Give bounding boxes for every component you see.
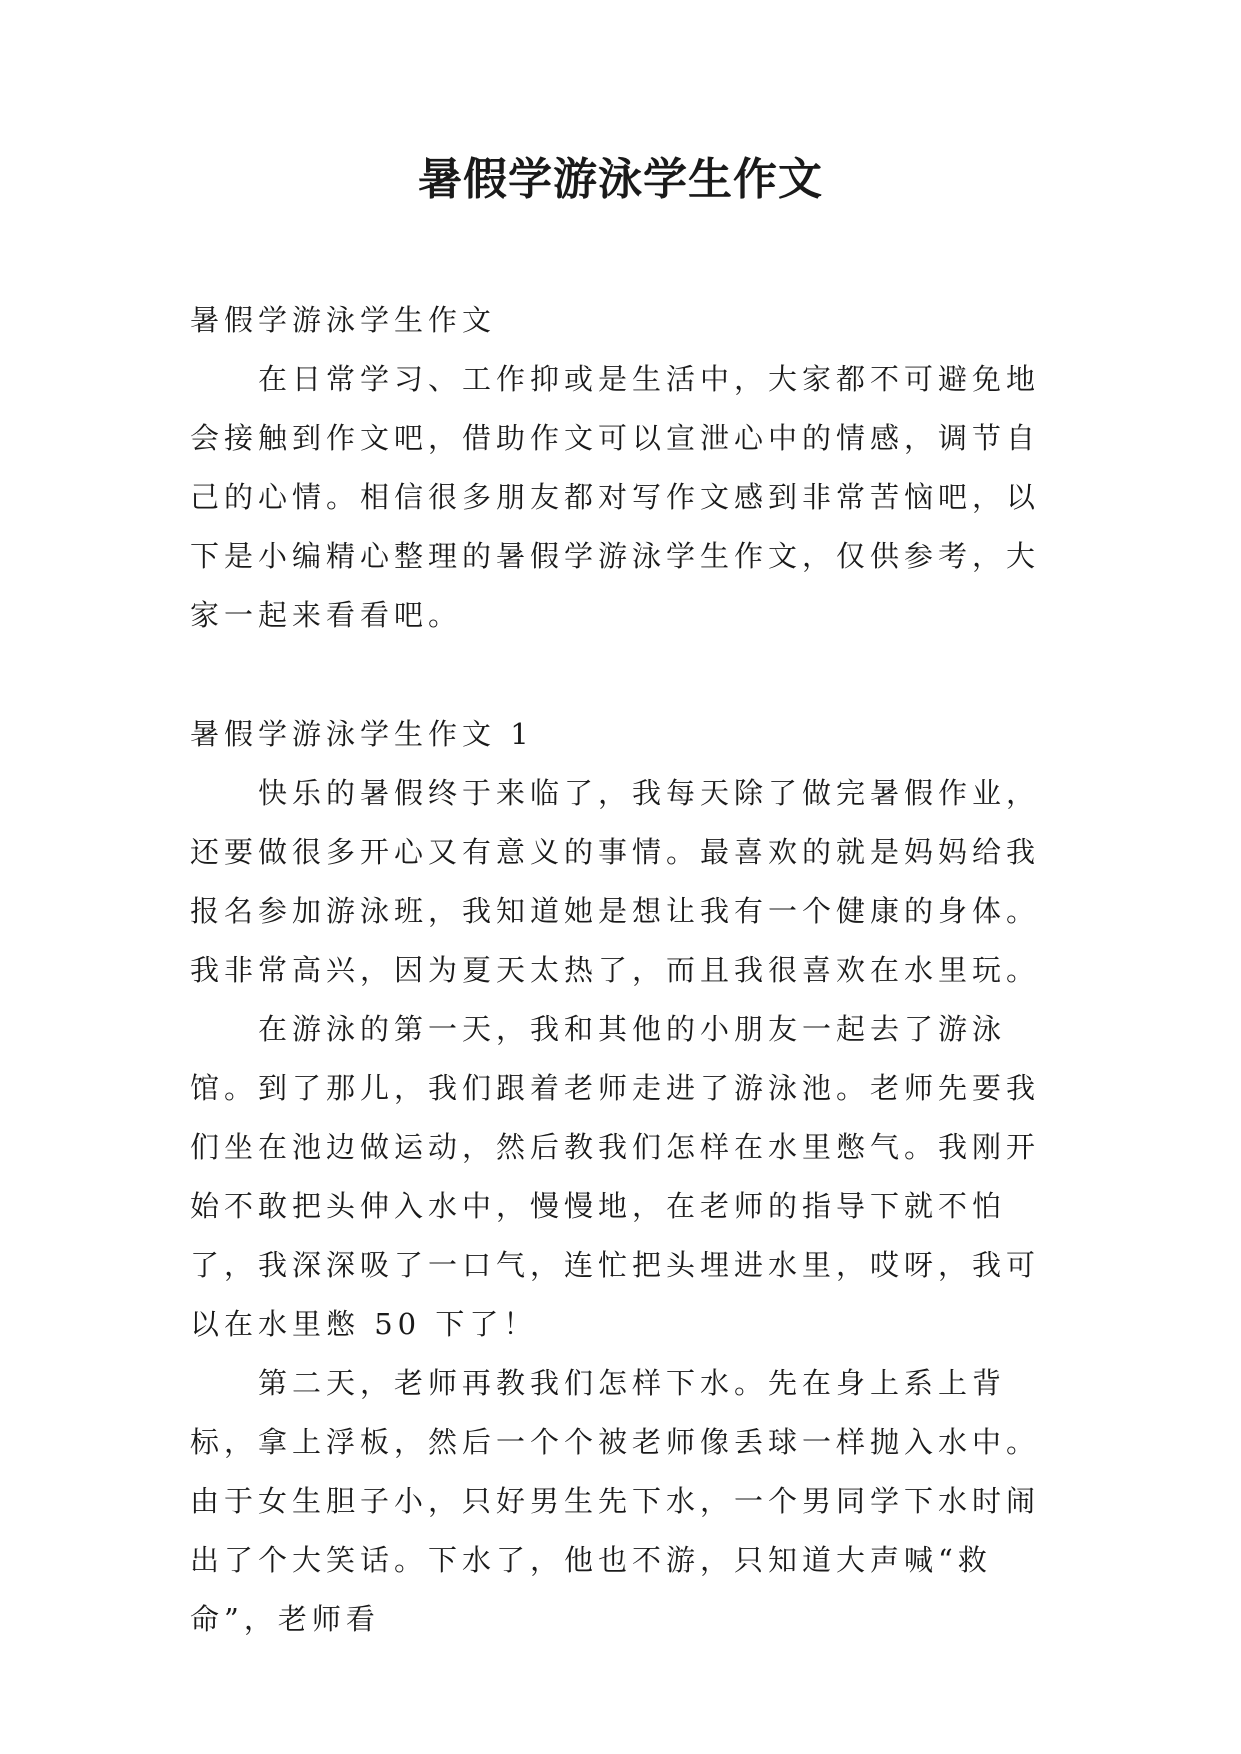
essay-paragraph-3: 第二天，老师再教我们怎样下水。先在身上系上背标，拿上浮板，然后一个个被老师像丢球一样抛入水中。由于女生胆子小，只好男生先下水，一个男同学下水时闹出了个大笑话。下水了，他也不游，只知道大声喊“救命”，老师看 <box>190 1366 1041 1636</box>
essay-paragraph-1: 快乐的暑假终于来临了，我每天除了做完暑假作业，还要做很多开心又有意义的事情。最喜欢的就是妈妈给我报名参加游泳班，我知道她是想让我有一个健康的身体。我非常高兴，因为夏天太热了，而且我很喜欢在水里玩。 <box>190 776 1041 987</box>
essay-paragraph-2: 在游泳的第一天，我和其他的小朋友一起去了游泳馆。到了那儿，我们跟着老师走进了游泳池。老师先要我们坐在池边做运动，然后教我们怎样在水里憋气。我刚开始不敢把头伸入水中，慢慢地，在老师的指导下就不怕了，我深深吸了一口气，连忙把头埋进水里，哎呀，我可以在水里憋 50 下了！ <box>190 1012 1041 1341</box>
document-subtitle: 暑假学游泳学生作文 <box>190 303 497 337</box>
intro-paragraph: 在日常学习、工作抑或是生活中，大家都不可避免地会接触到作文吧，借助作文可以宣泄心中的情感，调节自己的心情。相信很多朋友都对写作文感到非常苦恼吧，以下是小编精心整理的暑假学游泳学生作文，仅供参考，大家一起来看看吧。 <box>190 362 1041 632</box>
section-heading: 暑假学游泳学生作文 1 <box>190 717 534 751</box>
document-title: 暑假学游泳学生作文 <box>418 154 823 205</box>
document-body <box>190 291 1060 1649</box>
section-spacer <box>190 645 1060 705</box>
